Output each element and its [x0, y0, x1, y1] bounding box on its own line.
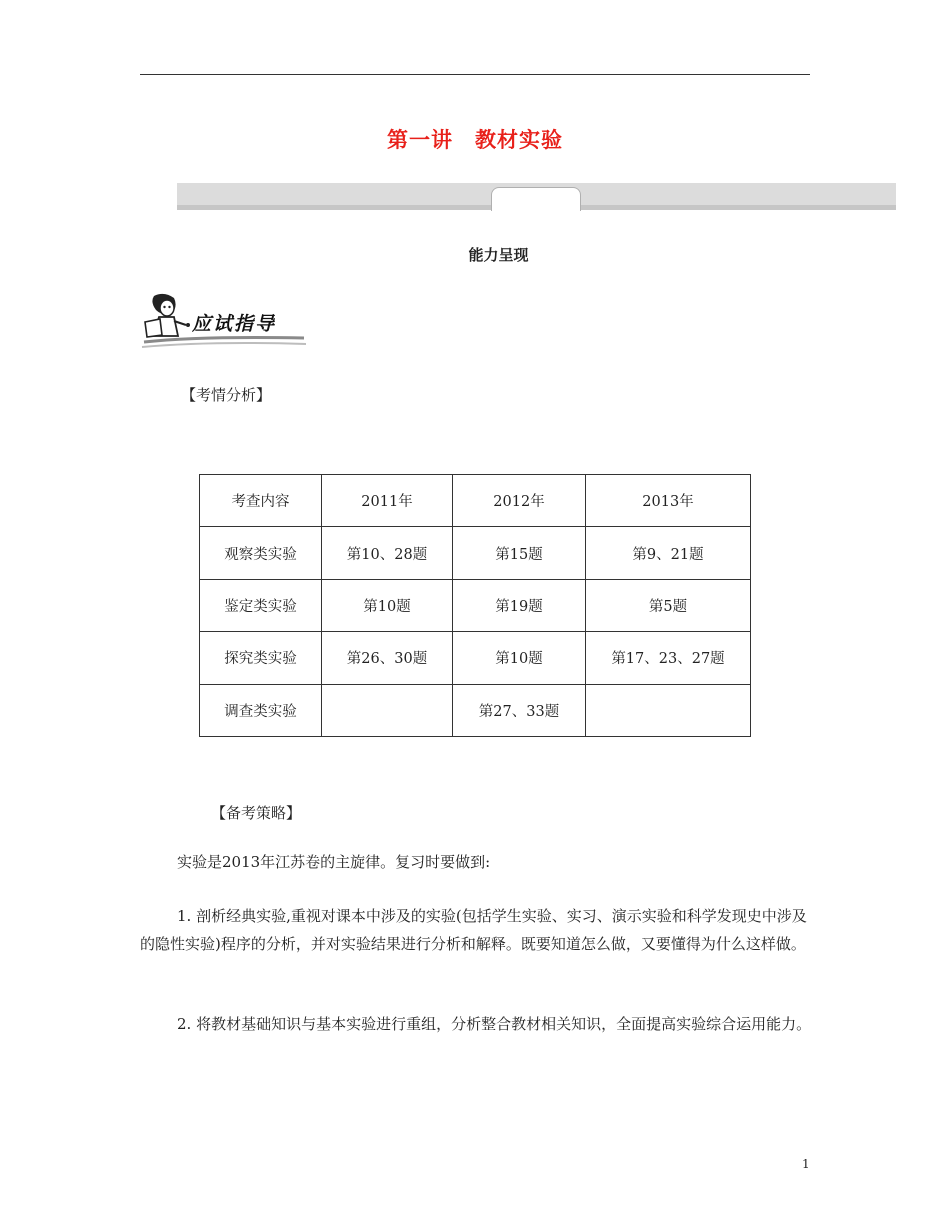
exam-guide-badge	[140, 292, 306, 350]
table-header-cell: 2013年	[586, 475, 751, 527]
analysis-label: 【考情分析】	[181, 386, 272, 404]
banner-tab	[491, 187, 581, 211]
intro-paragraph: 实验是2013年江苏卷的主旋律。复习时要做到:	[177, 853, 491, 871]
section-banner	[177, 183, 896, 210]
table-row	[200, 632, 751, 684]
table-cell: 第10题	[322, 579, 453, 631]
table-cell: 鉴定类实验	[200, 579, 322, 631]
strategy-point-2: 2. 将教材基础知识与基本实验进行重组，分析整合教材相关知识，全面提高实验综合运用能力。	[177, 1015, 812, 1033]
table-cell	[322, 684, 453, 736]
table-cell: 第5题	[586, 579, 751, 631]
page-title: 第一讲 教材实验	[387, 128, 563, 152]
table-row	[200, 527, 751, 579]
table-cell: 第27、33题	[453, 684, 586, 736]
table-cell: 探究类实验	[200, 632, 322, 684]
table-cell: 第9、21题	[586, 527, 751, 579]
table-cell: 第10题	[453, 632, 586, 684]
table-header-cell: 2012年	[453, 475, 586, 527]
exam-analysis-table	[199, 474, 751, 737]
table-header-row	[200, 475, 751, 527]
header-rule	[140, 74, 810, 75]
table-row	[200, 684, 751, 736]
page-number: 1	[802, 1157, 810, 1171]
table-cell: 第26、30题	[322, 632, 453, 684]
table-cell: 调查类实验	[200, 684, 322, 736]
table-cell	[586, 684, 751, 736]
strategy-label: 【备考策略】	[211, 804, 302, 822]
section-heading: 能力呈现	[468, 246, 529, 264]
badge-label: 应试指导	[192, 313, 277, 335]
table-row	[200, 579, 751, 631]
table-cell: 第17、23、27题	[586, 632, 751, 684]
table-header-cell: 2011年	[322, 475, 453, 527]
strategy-point-1: 1. 剖析经典实验,重视对课本中涉及的实验(包括学生实验、实习、演示实验和科学发现史中涉及的隐性实验)程序的分析，并对实验结果进行分析和解释。既要知道怎么做，又要懂得为什么这样做。	[140, 907, 807, 953]
table-cell: 观察类实验	[200, 527, 322, 579]
table-cell: 第19题	[453, 579, 586, 631]
table-cell: 第10、28题	[322, 527, 453, 579]
table-header-cell: 考查内容	[200, 475, 322, 527]
table-cell: 第15题	[453, 527, 586, 579]
